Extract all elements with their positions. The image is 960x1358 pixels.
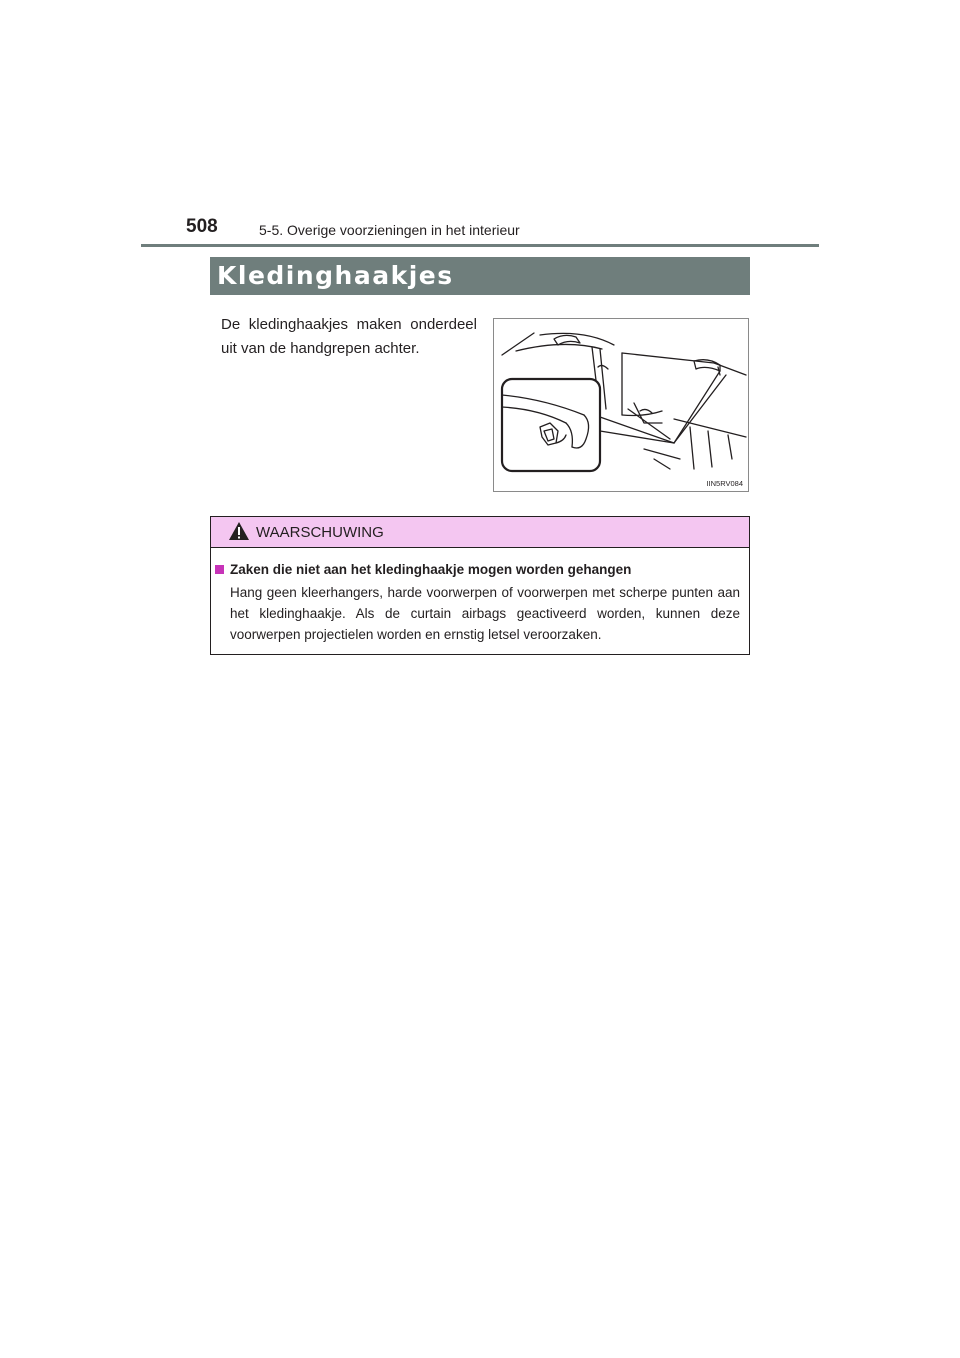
warning-body: Hang geen kleerhangers, harde voorwerpen of voorwerpen met scherpe punten aan het kledinghaakje. Als de curtain airbags geactiveerd worden, kunnen deze voorwerpen projectielen worden en ernstig letsel veroorzaken. <box>230 585 740 642</box>
warning-heading <box>215 561 745 578</box>
figure-code: IIN5RV084 <box>706 479 743 488</box>
intro-text: De kledinghaakjes maken onderdeel uit van de handgrepen achter. <box>221 316 477 357</box>
section-title: Kledinghaakjes <box>217 261 454 290</box>
chapter-title: 5-5. Overige voorzieningen in het interieur <box>259 222 520 238</box>
warning-box <box>210 516 750 655</box>
warning-label: WAARSCHUWING <box>256 524 384 541</box>
bullet-square-icon <box>215 565 224 574</box>
warning-heading-text: Zaken die niet aan het kledinghaakje mogen worden gehangen <box>230 562 632 577</box>
header-rule <box>141 244 819 247</box>
page-number: 508 <box>186 216 218 237</box>
coat-hook-drawing <box>494 319 749 492</box>
warning-header <box>211 517 749 548</box>
illustration-coat-hook <box>493 318 749 492</box>
section-banner <box>210 257 750 295</box>
warning-triangle-icon <box>228 521 250 541</box>
